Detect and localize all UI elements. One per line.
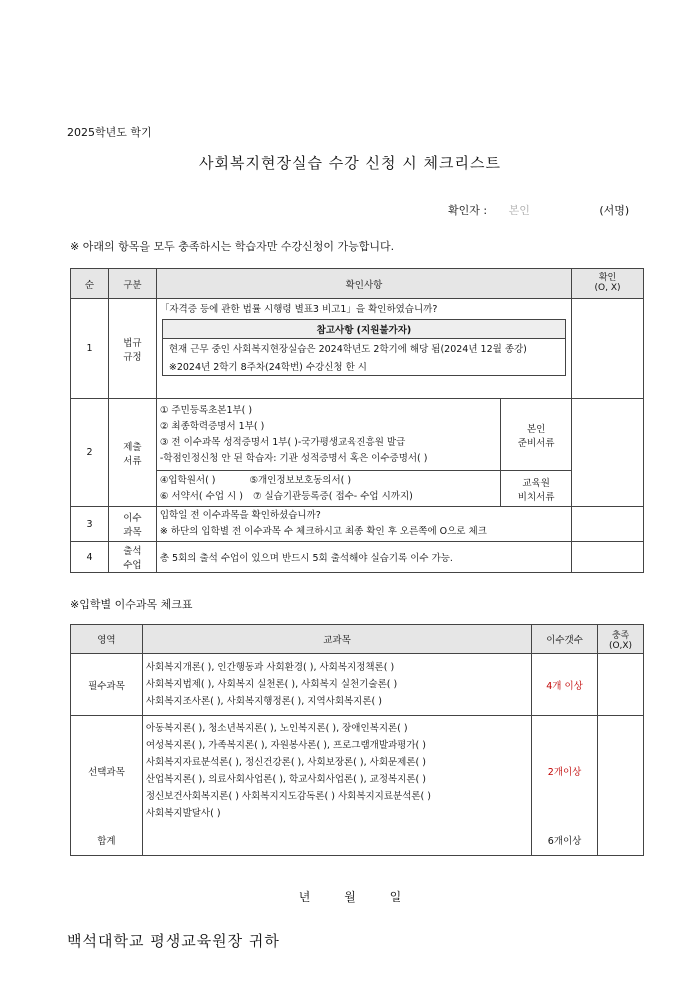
header-category: 구분 xyxy=(108,269,156,299)
reference-box xyxy=(162,319,566,376)
course-list: 정신보건사회복지론( ) 사회복지지도감독론( ) 사회복지지료분석론( ) xyxy=(145,790,431,802)
reference-title: 참고사항 (지원불가자) xyxy=(163,320,565,339)
semester-label: 2025학년도 학기 xyxy=(67,126,152,139)
course-list: 사회복지발달사( ) xyxy=(145,807,221,819)
course-list: 사회복지조사론( ), 사회복지행정론( ), 지역사회복지론( ) xyxy=(145,696,382,707)
table-row xyxy=(71,826,644,856)
documents-label-center: 교육원 비치서류 xyxy=(501,471,572,507)
required-count: 4개 이상 xyxy=(532,654,598,716)
area-label: 필수과목 xyxy=(71,654,143,716)
header-courses: 교과목 xyxy=(142,625,531,654)
notice-text: ※ 아래의 항목을 모두 충족하시는 학습자만 수강신청이 가능합니다. xyxy=(70,240,395,253)
course-check-table xyxy=(70,624,644,856)
table-row xyxy=(71,716,644,826)
row-number: 1 xyxy=(71,299,109,399)
row-note: ※ 하단의 입학별 전 이수과목 수 체크하시고 최종 확인 후 오른쪽에 O으로 체크 xyxy=(159,526,487,537)
document-item: ⑥ 서약서( 수업 시 ) xyxy=(159,490,243,502)
reference-line: ※2024년 2학기 8주차(24학번) 수강신청 한 시 xyxy=(168,362,367,373)
course-list: 아동복지론( ), 청소년복지론( ), 노인복지론( ), 장애인복지론( ) xyxy=(145,722,408,734)
table-row xyxy=(71,654,644,716)
footer-recipient: 백석대학교 평생교육원장 귀하 xyxy=(67,932,280,950)
satisfied-cell[interactable] xyxy=(598,826,644,856)
header-count: 이수갯수 xyxy=(532,625,598,654)
row-category: 출석 수업 xyxy=(108,542,156,573)
header-check-item: 확인사항 xyxy=(156,269,571,299)
table-row xyxy=(71,471,644,507)
header-area: 영역 xyxy=(71,625,143,654)
satisfied-cell[interactable] xyxy=(598,654,644,716)
table-row xyxy=(71,399,644,471)
signature-label: (서명) xyxy=(599,204,630,217)
row-number: 3 xyxy=(71,507,109,542)
course-list: 사회복지법제( ), 사회복지 실천론( ), 사회복지 실천기술론( ) xyxy=(145,679,398,690)
table-row xyxy=(71,542,644,573)
document-item: ⑦ 실습기관등록증( 접수- 수업 시까지) xyxy=(252,490,413,502)
document-title: 사회복지현장실습 수강 신청 시 체크리스트 xyxy=(199,154,501,172)
documents-label-self: 본인 준비서류 xyxy=(501,399,572,471)
document-item: -학점인정신청 안 된 학습자: 기관 성적증명서 혹은 이수증명서( ) xyxy=(159,452,428,464)
confirmer-label: 확인자 : xyxy=(448,204,488,217)
area-label: 합계 xyxy=(71,826,143,856)
row-question: 「자격증 등에 관한 법률 시행령 별표3 비고1」을 확인하였습니까? xyxy=(159,304,438,315)
document-item: ④입학원서( ) xyxy=(159,474,216,486)
area-label: 선택과목 xyxy=(71,716,143,826)
date-line: 년 월 일 xyxy=(298,890,402,904)
confirm-cell[interactable] xyxy=(572,299,644,399)
elective-count: 2개이상 xyxy=(532,716,598,826)
row-question: 입학일 전 이수과목을 확인하셨습니까? xyxy=(159,510,321,521)
confirmer-line xyxy=(448,202,629,218)
confirm-cell[interactable] xyxy=(572,507,644,542)
total-count: 6개이상 xyxy=(532,826,598,856)
confirmer-name: 본인 xyxy=(508,204,530,217)
row-category: 제출 서류 xyxy=(108,399,156,507)
reference-line: 현재 근무 중인 사회복지현장실습은 2024학년도 2학기에 해당 됨(2024년 12월 종강) xyxy=(168,344,527,355)
document-item: ① 주민등록초본1부( ) xyxy=(159,404,253,416)
header-no: 순 xyxy=(71,269,109,299)
course-list: 사회복지자료분석론( ), 정신건강론( ), 사회보장론( ), 사회문제론( ) xyxy=(145,756,426,768)
row-number: 2 xyxy=(71,399,109,507)
confirm-cell[interactable] xyxy=(572,399,644,507)
section-title: ※입학별 이수과목 체크표 xyxy=(70,598,193,611)
table-row xyxy=(71,507,644,542)
document-item: ② 최종학력증명서 1부( ) xyxy=(159,420,265,432)
checklist-table xyxy=(70,268,644,573)
satisfied-cell[interactable] xyxy=(598,716,644,826)
header-satisfied: 충족 (O,X) xyxy=(598,625,644,654)
course-list: 산업복지론( ), 의료사회사업론( ), 학교사회사업론( ), 교정복지론( ) xyxy=(145,773,426,785)
row-category: 이수 과목 xyxy=(108,507,156,542)
course-list: 여성복지론( ), 가족복지론( ), 자원봉사론( ), 프로그램개발과평가( ) xyxy=(145,739,426,751)
document-item: ⑤개인정보보호동의서( ) xyxy=(249,474,352,486)
document-item: ③ 전 이수과목 성적증명서 1부( )-국가평생교육진흥원 발급 xyxy=(159,436,406,448)
row-number: 4 xyxy=(71,542,109,573)
row-question: 총 5회의 출석 수업이 있으며 반드시 5회 출석해야 실습기록 이수 가능. xyxy=(156,542,571,573)
course-list: 사회복지개론( ), 인간행동과 사회환경( ), 사회복지정책론( ) xyxy=(145,662,395,673)
confirm-cell[interactable] xyxy=(572,542,644,573)
row-category: 법규 규정 xyxy=(108,299,156,399)
table-row xyxy=(71,299,644,399)
header-confirm: 확인 (O, X) xyxy=(572,269,644,299)
